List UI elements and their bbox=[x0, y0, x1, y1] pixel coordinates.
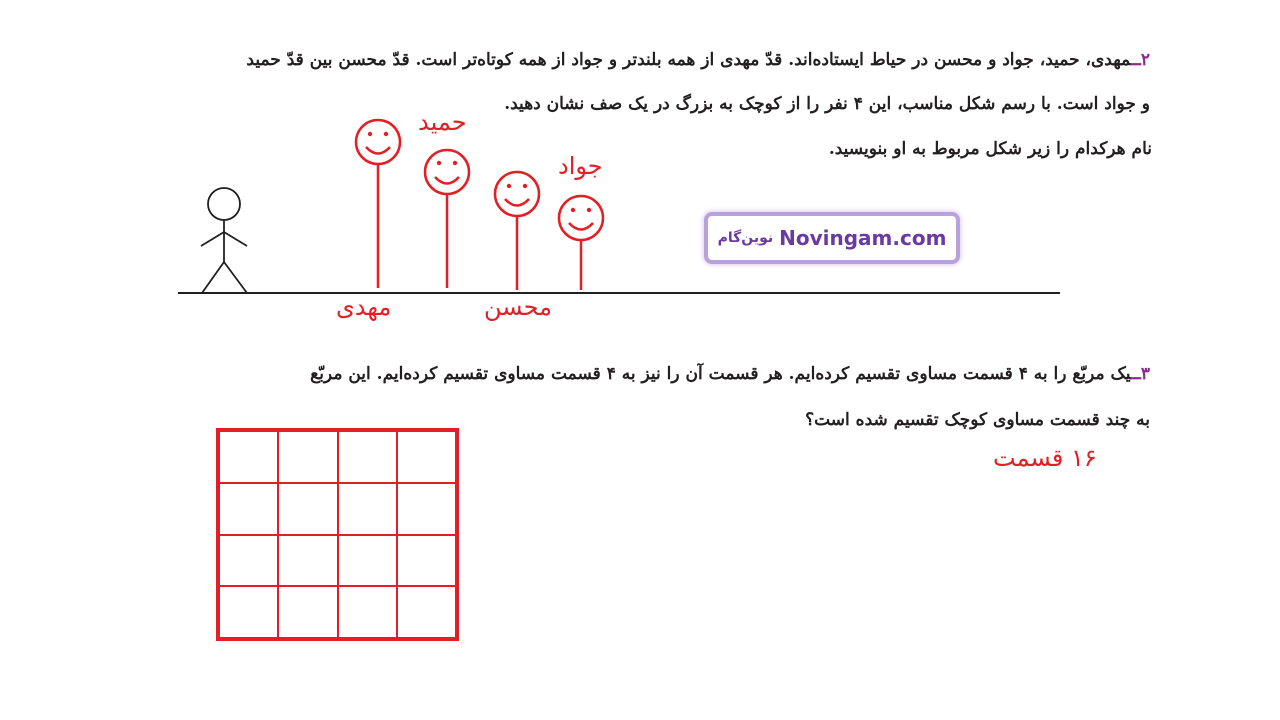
grid-cell bbox=[278, 535, 337, 587]
q3-line-1 bbox=[310, 364, 1150, 384]
novingam-watermark bbox=[704, 212, 960, 264]
mohsen-figure bbox=[495, 172, 539, 290]
label-mohsen: محسن bbox=[484, 293, 553, 321]
grid-cell bbox=[219, 535, 278, 587]
grid-cell bbox=[397, 431, 456, 483]
grid-cell bbox=[397, 483, 456, 535]
hamid-figure bbox=[425, 150, 469, 288]
grid-cell bbox=[338, 431, 397, 483]
q2-number: ۲ــ bbox=[1130, 50, 1150, 70]
q2-line-3: نام هرکدام را زیر شکل مربوط به او بنویسید. bbox=[828, 139, 1152, 159]
stick-figure bbox=[201, 188, 247, 293]
q3-line-2: به چند قسمت مساوی کوچک تقسیم شده است؟ bbox=[805, 410, 1150, 430]
mahdi-figure bbox=[356, 120, 400, 288]
grid-cell bbox=[219, 431, 278, 483]
grid-cell bbox=[338, 483, 397, 535]
grid-cell bbox=[278, 483, 337, 535]
grid-cell bbox=[278, 586, 337, 638]
q3-number: ۳ــ bbox=[1130, 364, 1150, 384]
grid-cell bbox=[219, 483, 278, 535]
q3-text-1: یک مربّع را به ۴ قسمت مساوی تقسیم کرده‌ایم. هر قسمت آن را نیز به ۴ قسمت مساوی تقسیم کرده‌ایم. این مربّع bbox=[310, 364, 1131, 384]
grid-cell bbox=[219, 586, 278, 638]
label-mahdi: مهدی bbox=[336, 293, 392, 321]
divided-square-grid bbox=[216, 428, 459, 641]
label-javad: جواد bbox=[558, 152, 603, 180]
watermark-persian: نوین‌گام bbox=[717, 230, 774, 246]
watermark-english: Novingam.com bbox=[779, 226, 947, 250]
grid-cell bbox=[338, 535, 397, 587]
q2-text-1: مهدی، حمید، جواد و محسن در حیاط ایستاده‌اند. قدّ مهدی از همه بلندتر و جواد از همه کوتاه‌تر است. قدّ محسن بین قدّ حمید bbox=[246, 50, 1131, 70]
javad-figure bbox=[559, 196, 603, 290]
q2-line-2: و جواد است. با رسم شکل مناسب، این ۴ نفر را از کوچک به بزرگ در یک صف نشان دهید. bbox=[504, 94, 1150, 114]
grid-cell bbox=[338, 586, 397, 638]
grid-cell bbox=[278, 431, 337, 483]
q3-answer: ۱۶ قسمت bbox=[993, 444, 1097, 472]
grid-cell bbox=[397, 535, 456, 587]
grid-cell bbox=[397, 586, 456, 638]
label-hamid: حمید bbox=[418, 108, 467, 136]
